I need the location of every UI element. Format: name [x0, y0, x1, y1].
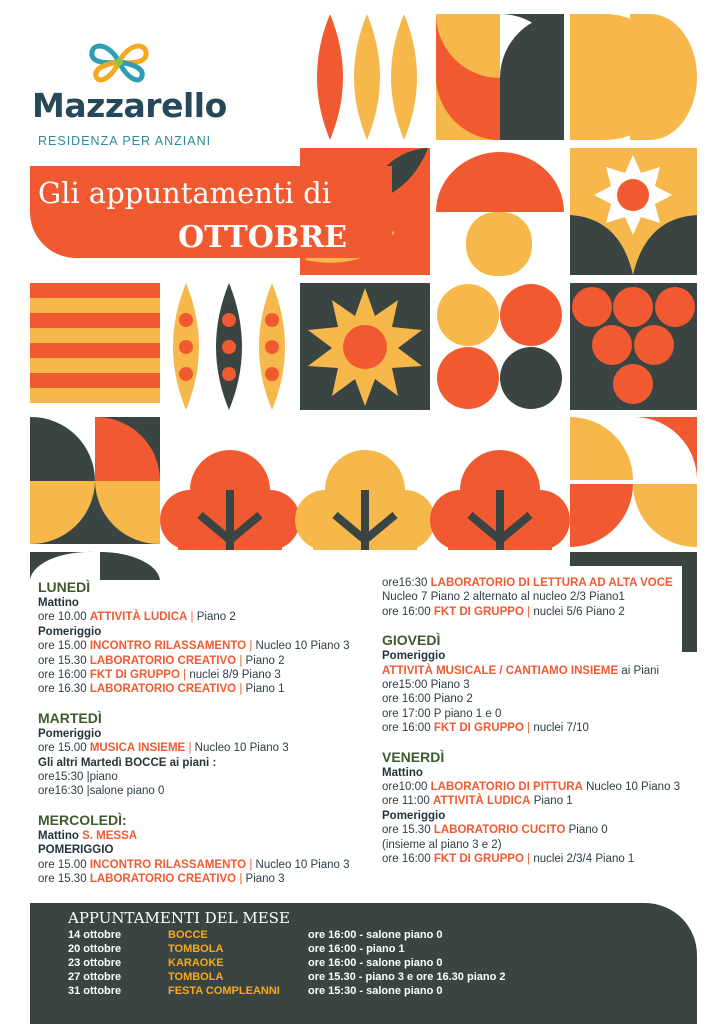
schedule-entry: ore 15.30 LABORATORIO CREATIVO | Piano 2: [38, 654, 285, 667]
schedule-entry: ore15:00 Piano 3: [382, 679, 470, 692]
partial-dark-tile-2: [100, 552, 160, 580]
quarter-circles-tile: [30, 417, 160, 544]
tree-orange-right: [430, 450, 570, 550]
schedule-entry: ore 16:00 Piano 2: [382, 693, 473, 706]
day-heading-tuesday: MARTEDÌ: [38, 709, 102, 726]
schedule-right-column: [382, 576, 702, 867]
schedule-entry: ore 11:00 ATTIVITÀ LUDICA Piano 1: [382, 795, 573, 808]
day-heading-wednesday: MERCOLEDÌ:: [38, 811, 127, 828]
monthly-row: 31 ottobre FESTA COMPLEANNI ore 15:30 - salone piano 0: [68, 985, 443, 997]
section-label: POMERIGGIO: [38, 844, 114, 857]
schedule-entry: ore 16:00 FKT DI GRUPPO | nuclei 8/9 Piano 3: [38, 669, 281, 682]
schedule-entry: ore 16:00 FKT DI GRUPPO | nuclei 7/10: [382, 722, 589, 735]
brand-name: Mazzarello: [32, 86, 227, 125]
butterfly-logo-icon: [86, 38, 152, 86]
leaf-pattern-tile: [317, 14, 417, 140]
section-label: Pomeriggio: [382, 650, 446, 663]
day-heading-friday: VENERDÌ: [382, 748, 445, 765]
segments-tile: [570, 417, 697, 547]
section-label: Pomeriggio: [382, 809, 446, 822]
schedule-entry: ATTIVITÀ MUSICALE / CANTIAMO INSIEME ai Piani: [382, 664, 660, 677]
sun-tile: [300, 283, 430, 410]
section-label: Pomeriggio: [38, 727, 102, 740]
schedule-entry: ore16:30 |salone piano 0: [38, 785, 165, 798]
schedule-entry: ore15:30 |piano: [38, 771, 118, 784]
section-label: Mattino: [38, 597, 79, 609]
schedule-entry: Mattino S. MESSA: [38, 829, 138, 842]
monthly-row: 20 ottobre TOMBOLA ore 16:00 - piano 1: [68, 943, 405, 955]
half-circles-tile: [570, 14, 697, 140]
brand-subtitle: RESIDENZA PER ANZIANI: [38, 134, 212, 148]
flower-tile: [570, 148, 697, 275]
schedule-entry: ore 16:00 FKT DI GRUPPO | nuclei 5/6 Piano 2: [382, 605, 625, 618]
circles-grid-tile: [437, 284, 562, 409]
day-heading-monday: LUNEDÌ: [38, 579, 91, 595]
bocce-note: Gli altri Martedì BOCCE ai piani :: [38, 756, 217, 769]
circle-segment-tile: [436, 14, 564, 140]
seed-pods-tile: [173, 283, 285, 410]
page-title-month: OTTOBRE: [178, 220, 347, 255]
day-heading-thursday: GIOVEDÌ: [382, 632, 441, 649]
schedule-entry: Nucleo 7 Piano 2 alternato al nucleo 2/3 Piano1: [382, 591, 625, 604]
schedule-entry: ore 15.00 MUSICA INSIEME | Nucleo 10 Piano 3: [38, 742, 289, 755]
schedule-left-column: [38, 578, 378, 887]
tree-orange-left: [160, 450, 300, 550]
schedule-entry: ore 15.00 INCONTRO RILASSAMENTO | Nucleo 10 Piano 3: [38, 640, 350, 653]
mushroom-tile: [436, 152, 564, 276]
grapes-tile: [570, 283, 697, 410]
schedule-entry: ore10:00 LABORATORIO DI PITTURA Nucleo 10 Piano 3: [382, 781, 681, 794]
tree-yellow-center: [295, 450, 435, 550]
schedule-entry: ore 17:00 P piano 1 e 0: [382, 707, 502, 720]
schedule-entry: ore16:30 LABORATORIO DI LETTURA AD ALTA VOCE: [382, 577, 673, 589]
monthly-row: 23 ottobre KARAOKE ore 16:00 - salone piano 0: [68, 957, 443, 969]
partial-dark-tile: [30, 552, 95, 580]
page-title-line1: Gli appuntamenti di: [38, 176, 331, 210]
monthly-row: 14 ottobre BOCCE ore 16:00 - salone piano 0: [68, 929, 443, 941]
stripes-tile: [30, 283, 160, 403]
schedule-entry: ore 15.30 LABORATORIO CUCITO Piano 0: [382, 824, 608, 837]
schedule-entry: ore 15.00 INCONTRO RILASSAMENTO | Nucleo 10 Piano 3: [38, 858, 350, 871]
schedule-entry: ore 16.30 LABORATORIO CREATIVO | Piano 1: [38, 683, 285, 696]
monthly-row: 27 ottobre TOMBOLA ore 15.30 - piano 3 e ore 16.30 piano 2: [68, 971, 506, 983]
schedule-entry: ore 10.00 ATTIVITÀ LUDICA | Piano 2: [38, 611, 236, 624]
monthly-title: APPUNTAMENTI DEL MESE: [68, 909, 290, 927]
schedule-entry: (insieme al piano 3 e 2): [382, 838, 502, 851]
logo: [30, 38, 227, 158]
section-label: Pomeriggio: [38, 625, 102, 638]
schedule-entry: ore 15.30 LABORATORIO CREATIVO | Piano 3: [38, 873, 285, 886]
section-label: Mattino: [382, 766, 423, 779]
schedule-entry: ore 16:00 FKT DI GRUPPO | nuclei 2/3/4 Piano 1: [382, 853, 635, 866]
